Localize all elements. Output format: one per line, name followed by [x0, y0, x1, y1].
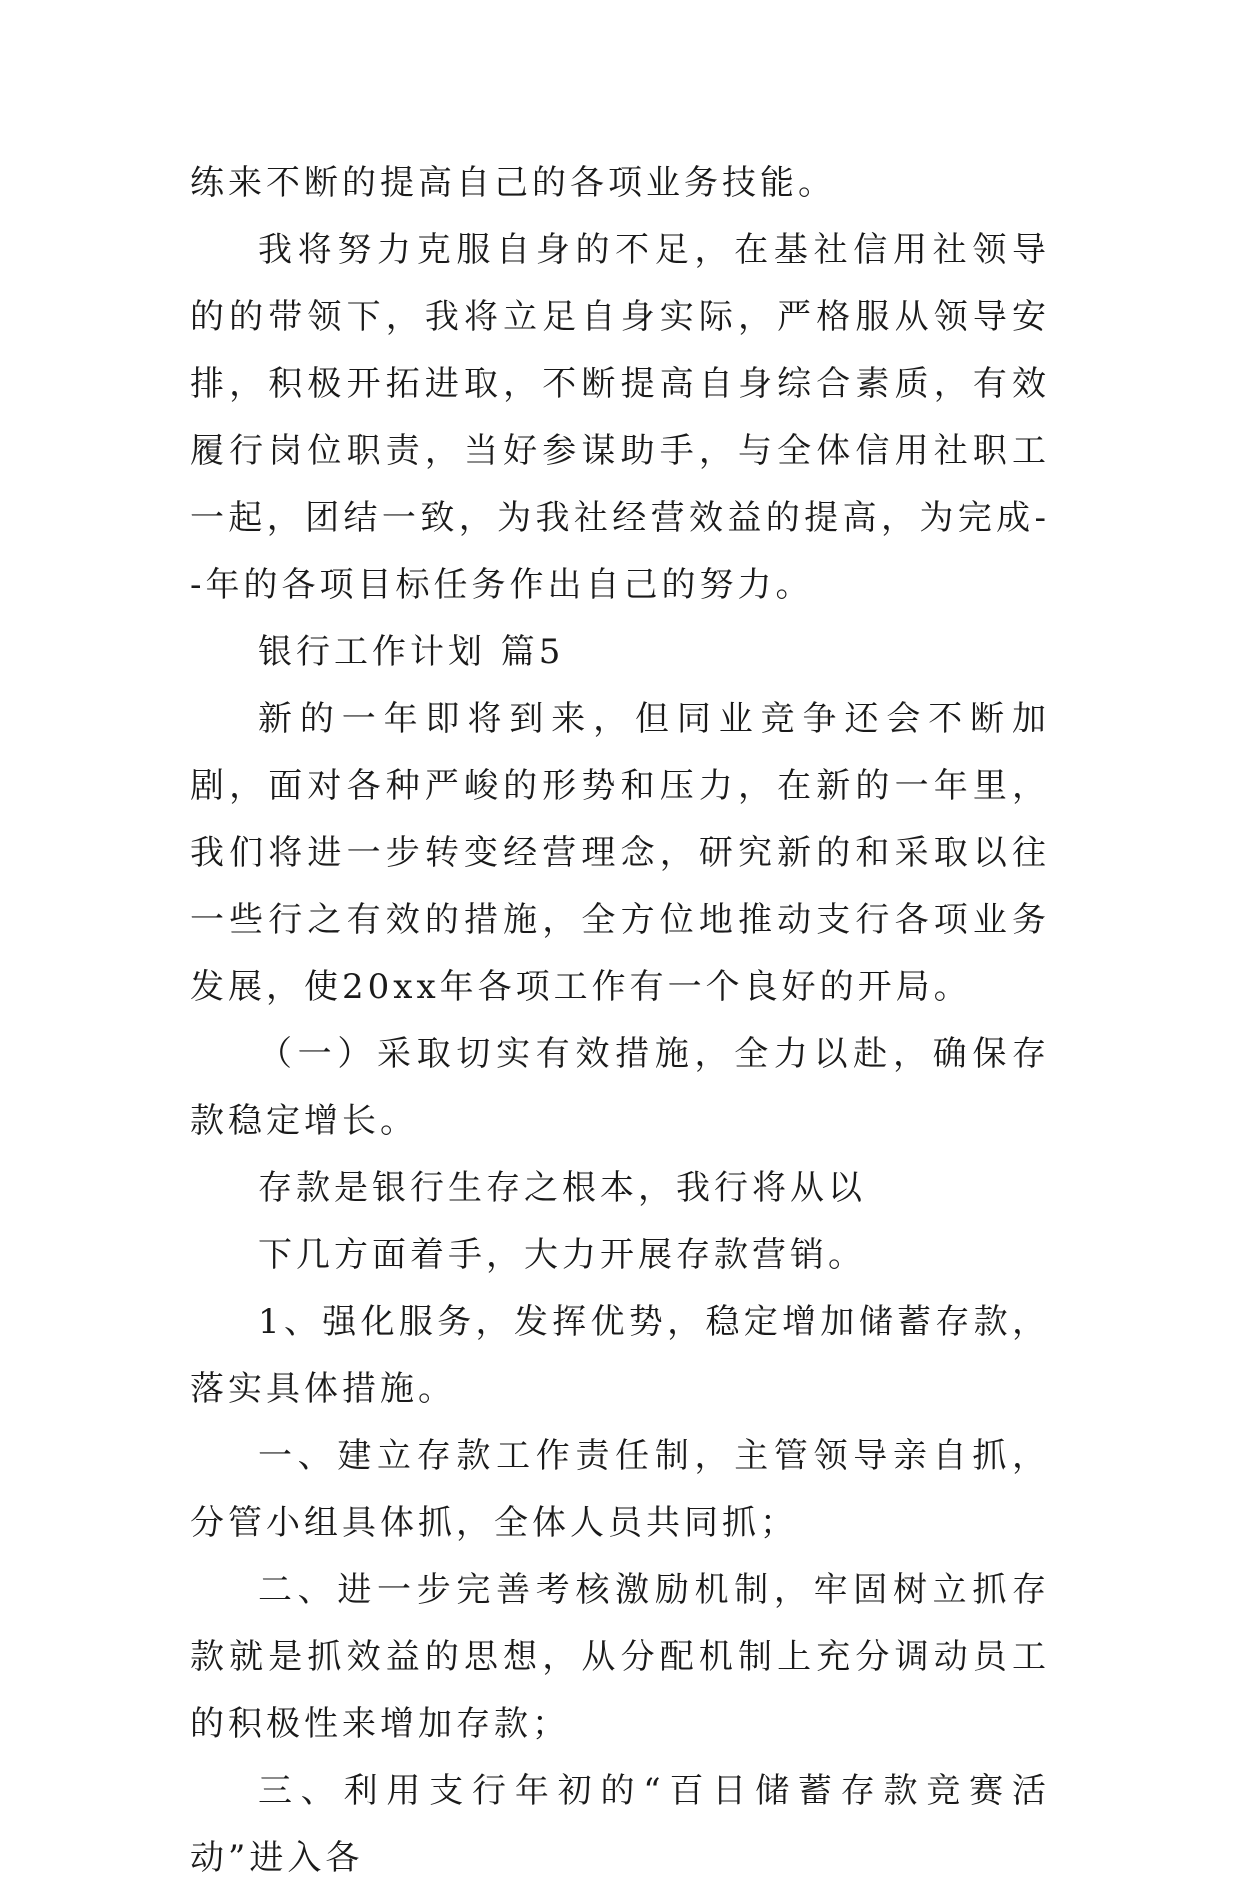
paragraph-continuation: 练来不断的提高自己的各项业务技能。 — [190, 163, 836, 203]
paragraph-measure-1: 一、建立存款工作责任制，主管领导亲自抓，分管小组具体抓，全体人员共同抓； — [190, 1436, 1050, 1543]
paragraph-measure-2: 二、进一步完善考核激励机制，牢固树立抓存款就是抓效益的思想，从分配机制上充分调动员工的积极性来增加存款； — [190, 1570, 1050, 1744]
document-body — [190, 150, 1050, 1892]
paragraph-measure-3: 三、利用支行年初的“百日储蓄存款竞赛活动”进入各 — [190, 1771, 1050, 1878]
paragraph-item-1: 1、强化服务，发挥优势，稳定增加储蓄存款，落实具体措施。 — [190, 1302, 1050, 1409]
paragraph-commitment: 我将努力克服自身的不足，在基社信用社领导的的带领下，我将立足自身实际，严格服从领导安排，积极开拓进取，不断提高自身综合素质，有效履行岗位职责，当好参谋助手，与全体信用社职工一起，团结一致，为我社经营效益的提高，为完成--年的各项目标任务作出自己的努力。 — [190, 230, 1050, 605]
paragraph-subheading-1: （一）采取切实有效措施，全力以赴，确保存款稳定增长。 — [190, 1034, 1050, 1141]
paragraph-deposit-basis: 存款是银行生存之根本，我行将从以 — [258, 1168, 866, 1208]
section-heading: 银行工作计划 篇5 — [258, 632, 565, 672]
paragraph-deposit-marketing: 下几方面着手，大力开展存款营销。 — [258, 1235, 866, 1275]
paragraph-intro: 新的一年即将到来，但同业竞争还会不断加剧，面对各种严峻的形势和压力，在新的一年里，我们将进一步转变经营理念，研究新的和采取以往一些行之有效的措施，全方位地推动支行各项业务发展，使20xx年各项工作有一个良好的开局。 — [190, 699, 1050, 1007]
